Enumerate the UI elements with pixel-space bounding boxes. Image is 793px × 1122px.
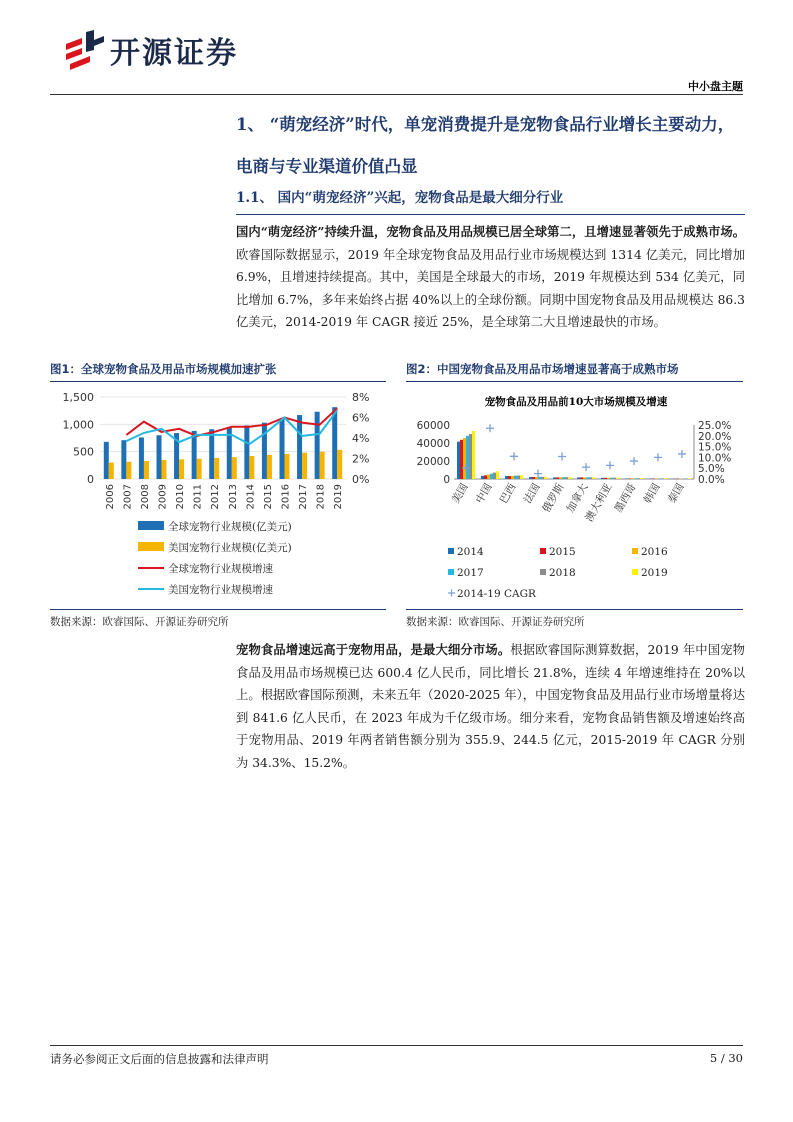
paragraph-1-lead: 国内“萌宠经济”持续升温，宠物食品及用品规模已居全球第二，且增速显著领先于成熟市场。 [236,224,745,239]
chart1-right-tick: 4% [352,432,370,445]
chart1-legend-label: 美国宠物行业规模(亿美元) [168,542,292,554]
chart1-legend-swatch [138,542,164,551]
chart1-bar [337,450,342,479]
chart2-bar [676,479,679,480]
chart1-x-tick: 2016 [280,484,292,510]
figure-1-chart [50,385,386,607]
chart1-bar [315,412,320,479]
chart1-x-tick: 2008 [139,484,151,510]
chart2-cagr-marker [486,424,494,432]
chart2-bar [556,477,559,479]
chart2-cagr-marker [582,463,590,471]
chart2-bar [637,478,640,479]
chart2-bar [664,478,667,479]
chart2-bar [487,475,490,479]
chart2-x-tick: 澳大利亚 [583,481,615,524]
chart1-legend-label: 全球宠物行业规模增速 [168,563,273,575]
chart2-left-tick: 0 [443,474,450,486]
chart2-bar [607,478,610,479]
chart1-bar [162,460,167,479]
chart1-left-tick: 1,500 [62,391,94,404]
chart1-legend [138,520,292,596]
chart2-bar [496,471,499,479]
chart1-legend-swatch [138,521,164,530]
chart1-bar [126,462,131,479]
chart1-bar [157,435,162,479]
chart1-right-tick: 2% [352,452,370,466]
chart2-bar [616,478,619,479]
chart1-bar [209,429,214,479]
chart2-x-tick: 墨西哥 [612,481,639,515]
chart2-bar [469,434,472,479]
chart2-cagr-marker [510,452,518,460]
chart2-bar [631,478,634,479]
chart2-bar [520,475,523,479]
chart2-bar [610,478,613,479]
chart2-bar [490,474,493,479]
chart2-bar [568,477,571,479]
chart2-legend-label: 2019 [641,567,668,579]
chart2-legend-swatch [632,569,638,575]
chart2-left-tick: 40000 [416,438,450,450]
chart2-bar [457,442,460,479]
chart2-x-tick: 韩国 [641,481,663,506]
chart2-bar [586,477,589,479]
chart2-legend-swatch [632,548,638,554]
chart1-bar [109,463,114,479]
chart1-bar [214,458,219,479]
chart2-right-tick: 5.0% [698,463,725,476]
chart2-bar [583,477,586,479]
chart1-bar [249,456,254,479]
chart2-right-tick: 15.0% [698,441,732,454]
chart2-bar [658,478,661,479]
section-heading: 1、 “萌宠经济”时代，单宠消费提升是宠物食品行业增长主要动力，电商与专业渠道价值凸显 [236,115,735,176]
chart2-title: 宠物食品及用品前10大市场规模及增速 [484,396,668,408]
chart2-bar [688,478,691,479]
chart2-bar [628,478,631,479]
chart2-bar [562,477,565,479]
chart2-x-tick: 美国 [449,481,471,506]
chart2-bar [514,476,517,479]
chart2-bar [544,477,547,479]
chart1-bar [144,461,149,479]
chart2-legend-label: 2014-19 CAGR [457,588,536,600]
chart1-bar [332,407,337,479]
chart1-x-tick: 2011 [192,484,204,510]
chart1-x-tick: 2010 [175,484,187,510]
chart2-legend-swatch [540,548,546,554]
chart2-bar [655,478,658,479]
chart2-bar [679,479,682,480]
chart1-x-tick: 2015 [262,484,274,510]
chart1-bar [244,425,249,479]
chart2-x-tick: 中国 [473,481,495,506]
chart2-cagr-marker [558,453,566,461]
chart2-bar [673,479,676,480]
chart1-bar [297,415,302,479]
chart2-cagr-marker [606,461,614,469]
chart2-bar [559,477,562,479]
chart2-bar [685,478,688,479]
chart2-left-tick: 60000 [416,420,450,432]
subsection-heading: 1.1、 国内“萌宠经济”兴起，宠物食品是最大细分行业 [236,190,564,206]
chart1-right-tick: 0% [352,473,370,486]
chart2-bar [466,436,469,479]
paragraph-2-lead: 宠物食品增速远高于宠物用品，是最大细分市场。 [236,642,511,657]
figure-1-source: 数据来源：欧睿国际、开源证券研究所 [50,616,229,628]
chart2-cagr-marker [678,450,686,458]
chart2-right-tick: 0.0% [698,474,725,486]
figure-1-bottom-rule [50,609,386,610]
chart2-bar [517,475,520,479]
chart2-legend-swatch [540,569,546,575]
chart2-bar [484,475,487,479]
chart1-left-tick: 0 [87,473,94,486]
chart2-bar [481,476,484,479]
figure-1-top-rule [50,381,386,382]
chart1-bar [280,419,285,479]
chart2-x-tick: 俄罗斯 [540,481,567,515]
chart2-bar [634,478,637,479]
chart2-bar [652,479,655,480]
chart2-right-tick: 25.0% [698,420,732,432]
chart2-bar [682,479,685,480]
chart2-legend-label: 2016 [641,546,668,558]
chart2-bar [640,478,643,479]
chart1-legend-label: 美国宠物行业规模增速 [168,584,273,596]
chart2-bar [505,476,508,479]
figure-2-top-rule [406,381,743,382]
footer-disclaimer: 请务必参阅正文后面的信息披露和法律声明 [50,1052,269,1066]
figure-2-bottom-rule [406,609,743,610]
chart2-x-tick: 加拿大 [564,481,591,515]
chart2-legend-label: 2015 [549,546,576,558]
chart1-x-tick: 2007 [122,484,134,510]
chart1-bar [285,454,290,479]
chart2-bar [511,476,514,479]
chart2-cagr-marker [630,457,638,465]
chart1-bar [302,453,307,479]
chart2-bar [625,478,628,479]
figure-1-title: 图1：全球宠物食品及用品市场规模加速扩张 [50,362,277,376]
chart2-legend-label: 2017 [457,567,484,579]
chart2-bar [472,431,475,479]
chart2-bar [589,477,592,479]
header-divider [50,94,743,95]
chart2-bar [508,476,511,479]
chart1-bar [320,452,325,479]
chart2-left-tick: 20000 [416,456,450,468]
chart1-x-tick: 2006 [104,484,116,510]
chart2-legend-swatch [448,590,455,597]
chart1-legend-label: 全球宠物行业规模(亿美元) [168,521,292,533]
chart2-bar [577,477,580,479]
chart2-bar [601,478,604,479]
chart1-bar [262,423,267,479]
chart1-left-tick: 1,000 [62,418,94,432]
chart2-bar [604,478,607,479]
chart1-x-tick: 2012 [210,484,222,510]
chart1-bar [179,459,184,479]
chart2-bar [493,473,496,479]
page-number: 5 / 30 [709,1051,743,1065]
chart2-bar [463,438,466,479]
chart2-cagr-marker [534,470,542,478]
paragraph-2 [236,639,745,774]
chart2-bars [457,424,691,479]
paragraph-1-body: 欧睿国际数据显示，2019 年全球宠物食品及用品行业市场规模达到 1314 亿美元，同比增加 6.9%，且增速持续提高。其中，美国是全球最大的市场，2019 年规模达到 534 亿美元，同比增加 6.7%，多年来始终占据 40%以上的全球份额。同期中国宠物食品及用品规模达 86.3 亿美元，2014-2019 年 CAGR 接近 25%，是全球第二大且增速最快的市场。 [236,247,745,329]
chart1-left-tick: 500 [73,445,94,459]
chart2-bar [565,477,568,479]
brand-logo-icon [64,30,106,70]
chart2-bar [541,477,544,479]
chart2-right-tick: 20.0% [698,430,732,443]
chart1-line [126,408,337,436]
chart2-x-tick: 巴西 [497,481,519,506]
brand-name: 开源证券 [110,36,238,71]
chart1-x-tick: 2017 [298,484,310,510]
chart1-right-tick: 6% [352,411,370,425]
paragraph-1 [236,221,745,334]
chart2-x-tick: 泰国 [665,481,687,506]
paragraph-2-body: 根据欧睿国际测算数据，2019 年中国宠物食品及用品市场规模已达 600.4 亿人民币，同比增长 21.8%，连续 4 年增速维持在 20%以上。根据欧睿国际预测，未来五年（2020-2025 年），中国宠物食品及用品行业市场增量将达到 841.6 亿人民币，在 2023 年成为千亿级市场。细分来看，宠物食品销售额及增速始终高于宠物用品、2019 年两者销售额分别为 355.9、244.5 亿元，2015-2019 年 CAGR 分别为 34.3%、15.2%。 [236,643,745,770]
report-topic: 中小盘主题 [688,80,743,93]
chart2-right-tick: 10.0% [698,452,732,465]
chart1-bar [232,457,237,479]
chart1-right-tick: 8% [352,391,370,404]
figure-2-chart [406,385,743,607]
chart1-bar [267,455,272,479]
chart2-legend [448,546,668,600]
chart1-x-tick: 2013 [227,484,239,510]
chart2-legend-label: 2018 [549,567,576,579]
chart1-bar [139,437,144,479]
chart1-bar [121,440,126,479]
chart2-bar [580,477,583,479]
chart2-bar [553,477,556,479]
figure-2-title: 图2：中国宠物食品及用品市场增速显著高于成熟市场 [406,362,679,376]
chart2-legend-swatch [448,569,454,575]
chart2-legend-swatch [448,548,454,554]
chart2-bar [592,477,595,479]
footer-divider [50,1045,743,1046]
subsection-underline [236,214,745,215]
chart1-x-tick: 2014 [245,484,257,510]
figure-2-source: 数据来源：欧睿国际、开源证券研究所 [406,616,585,628]
chart2-legend-label: 2014 [457,546,484,558]
chart2-bar [529,477,532,479]
chart2-bar [661,478,664,479]
chart2-bar [460,440,463,479]
chart2-cagr-marker [654,453,662,461]
chart2-x-tick: 法国 [521,481,543,506]
chart1-x-tick: 2019 [333,484,345,510]
chart1-bars [104,407,342,479]
chart1-x-tick: 2018 [315,484,327,510]
chart1-bar [192,431,197,479]
chart2-bar [649,479,652,480]
chart1-bar [104,442,109,479]
chart2-bar [532,477,535,479]
chart2-bar [613,478,616,479]
chart1-x-tick: 2009 [157,484,169,510]
chart1-bar [197,459,202,479]
